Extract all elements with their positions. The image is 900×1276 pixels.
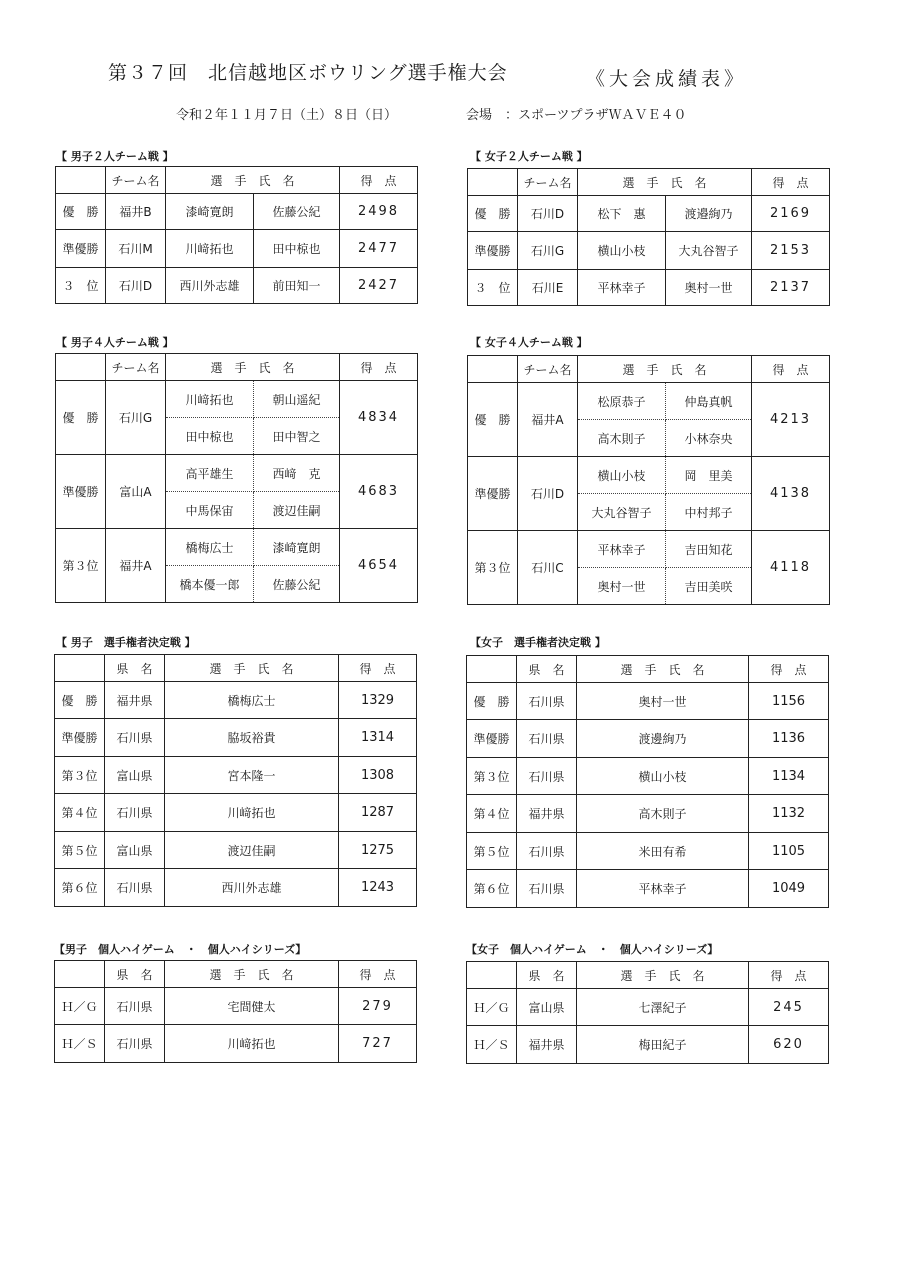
player-cell: 脇坂裕貴 bbox=[165, 719, 339, 757]
rank-cell: 優 勝 bbox=[56, 194, 106, 230]
score-cell: 2498 bbox=[340, 194, 418, 230]
table-row bbox=[467, 683, 829, 720]
score-cell: 4834 bbox=[340, 381, 418, 455]
player-cell: 渡邊絢乃 bbox=[577, 720, 749, 758]
player-cell: 平林幸子 bbox=[577, 870, 749, 908]
rank-header bbox=[467, 962, 517, 989]
team-header: チーム名 bbox=[106, 354, 166, 381]
player-cell: 奥村一世 bbox=[578, 568, 666, 605]
pref-cell: 福井県 bbox=[517, 795, 577, 833]
rank-cell: 第３位 bbox=[56, 529, 106, 603]
mens-doubles-table bbox=[55, 166, 418, 304]
table-row bbox=[467, 833, 829, 870]
rank-cell: 第４位 bbox=[55, 794, 105, 832]
rank-cell: Ｈ／Ｓ bbox=[467, 1026, 517, 1064]
player-cell: 横山小枝 bbox=[578, 457, 666, 494]
score-cell: 4138 bbox=[752, 457, 830, 531]
players-header: 選 手 氏 名 bbox=[577, 962, 749, 989]
player-cell: 平林幸子 bbox=[578, 270, 666, 306]
table-row bbox=[56, 455, 418, 492]
section-title-mens-doubles: 【 男子２人チーム戦 】 bbox=[56, 150, 174, 163]
team-header: チーム名 bbox=[106, 167, 166, 194]
team-cell: 石川D bbox=[518, 457, 578, 531]
score-cell: 1136 bbox=[749, 720, 829, 758]
pref-cell: 石川県 bbox=[517, 870, 577, 908]
table-row bbox=[55, 1025, 417, 1063]
pref-header: 県 名 bbox=[105, 961, 165, 988]
table-row bbox=[468, 457, 830, 494]
rank-header bbox=[56, 354, 106, 381]
rank-cell: Ｈ／Ｇ bbox=[55, 988, 105, 1025]
rank-cell: ３ 位 bbox=[468, 270, 518, 306]
score-cell: 1132 bbox=[749, 795, 829, 833]
score-header: 得 点 bbox=[749, 656, 829, 683]
team-cell: 福井A bbox=[518, 383, 578, 457]
table-header-row bbox=[468, 169, 830, 196]
table-row bbox=[55, 869, 417, 907]
rank-cell: 第３位 bbox=[468, 531, 518, 605]
rank-cell: ３ 位 bbox=[56, 268, 106, 304]
rank-cell: 優 勝 bbox=[468, 196, 518, 232]
section-title-womens-doubles: 【 女子２人チーム戦 】 bbox=[470, 150, 588, 163]
pref-cell: 富山県 bbox=[517, 989, 577, 1026]
team-cell: 富山A bbox=[106, 455, 166, 529]
table-row bbox=[468, 232, 830, 270]
score-cell: 620 bbox=[749, 1026, 829, 1064]
player-cell: 高木則子 bbox=[578, 420, 666, 457]
player-cell: 佐藤公紀 bbox=[254, 194, 340, 230]
score-cell: 4213 bbox=[752, 383, 830, 457]
pref-cell: 石川県 bbox=[517, 833, 577, 870]
table-header-row bbox=[467, 962, 829, 989]
rank-cell: 第６位 bbox=[467, 870, 517, 908]
player-cell: 田中椋也 bbox=[254, 230, 340, 268]
date-line: 令和２年１１月７日（土）８日（日） bbox=[176, 108, 398, 123]
table-row bbox=[468, 196, 830, 232]
score-cell: 245 bbox=[749, 989, 829, 1026]
score-cell: 1329 bbox=[339, 682, 417, 719]
score-cell: 2477 bbox=[340, 230, 418, 268]
table-row bbox=[55, 794, 417, 832]
player-cell: 川﨑拓也 bbox=[166, 230, 254, 268]
rank-cell: Ｈ／Ｇ bbox=[467, 989, 517, 1026]
team-cell: 福井A bbox=[106, 529, 166, 603]
rank-cell: Ｈ／Ｓ bbox=[55, 1025, 105, 1063]
player-cell: 吉田美咲 bbox=[666, 568, 752, 605]
player-cell: 田中智之 bbox=[254, 418, 340, 455]
rank-header bbox=[467, 656, 517, 683]
womens-champ-table bbox=[466, 655, 829, 908]
score-cell: 2153 bbox=[752, 232, 830, 270]
players-header: 選 手 氏 名 bbox=[578, 356, 752, 383]
rank-header bbox=[56, 167, 106, 194]
table-row bbox=[56, 230, 418, 268]
team-cell: 石川D bbox=[106, 268, 166, 304]
pref-header: 県 名 bbox=[517, 962, 577, 989]
player-cell: 漆崎寛朗 bbox=[166, 194, 254, 230]
score-cell: 4654 bbox=[340, 529, 418, 603]
player-cell: 前田知一 bbox=[254, 268, 340, 304]
player-cell: 吉田知花 bbox=[666, 531, 752, 568]
player-cell: 西川外志雄 bbox=[165, 869, 339, 907]
score-header: 得 点 bbox=[340, 354, 418, 381]
rank-header bbox=[55, 655, 105, 682]
player-cell: 梅田紀子 bbox=[577, 1026, 749, 1064]
venue-line: 会場 ：スポーツプラザＷＡＶＥ４０ bbox=[466, 108, 687, 123]
pref-header: 県 名 bbox=[517, 656, 577, 683]
rank-cell: 優 勝 bbox=[467, 683, 517, 720]
womens-doubles-table bbox=[467, 168, 830, 306]
score-cell: 1105 bbox=[749, 833, 829, 870]
players-header: 選 手 氏 名 bbox=[577, 656, 749, 683]
player-cell: 横山小枝 bbox=[578, 232, 666, 270]
table-row bbox=[55, 757, 417, 794]
player-cell: 漆崎寛朗 bbox=[254, 529, 340, 566]
player-cell: 川﨑拓也 bbox=[165, 1025, 339, 1063]
player-cell: 田中椋也 bbox=[166, 418, 254, 455]
page-title: 第３７回 北信越地区ボウリング選手権大会 bbox=[108, 62, 508, 84]
player-cell: 川﨑拓也 bbox=[166, 381, 254, 418]
score-cell: 2169 bbox=[752, 196, 830, 232]
rank-header bbox=[55, 961, 105, 988]
table-row bbox=[467, 989, 829, 1026]
score-cell: 1308 bbox=[339, 757, 417, 794]
score-header: 得 点 bbox=[340, 167, 418, 194]
table-row bbox=[467, 870, 829, 908]
player-cell: 中村邦子 bbox=[666, 494, 752, 531]
mens-high-table bbox=[54, 960, 417, 1063]
pref-cell: 石川県 bbox=[105, 988, 165, 1025]
player-cell: 橋本優一郎 bbox=[166, 566, 254, 603]
score-header: 得 点 bbox=[752, 356, 830, 383]
rank-cell: 優 勝 bbox=[468, 383, 518, 457]
section-title-mens-high: 【男子 個人ハイゲーム ・ 個人ハイシリーズ】 bbox=[54, 943, 307, 956]
table-row bbox=[55, 832, 417, 869]
player-cell: 渡辺佳嗣 bbox=[254, 492, 340, 529]
table-row bbox=[467, 1026, 829, 1064]
player-cell: 平林幸子 bbox=[578, 531, 666, 568]
mens-champ-table bbox=[54, 654, 417, 907]
pref-cell: 石川県 bbox=[105, 869, 165, 907]
table-header-row bbox=[467, 656, 829, 683]
score-header: 得 点 bbox=[339, 655, 417, 682]
pref-cell: 石川県 bbox=[105, 719, 165, 757]
table-row bbox=[55, 719, 417, 757]
pref-cell: 石川県 bbox=[517, 758, 577, 795]
rank-header bbox=[468, 169, 518, 196]
team-cell: 石川G bbox=[106, 381, 166, 455]
rank-cell: 第５位 bbox=[467, 833, 517, 870]
mens-team-table bbox=[55, 353, 418, 603]
player-cell: 中馬保宙 bbox=[166, 492, 254, 529]
score-cell: 727 bbox=[339, 1025, 417, 1063]
rank-cell: 第５位 bbox=[55, 832, 105, 869]
table-row bbox=[56, 194, 418, 230]
player-cell: 七澤紀子 bbox=[577, 989, 749, 1026]
team-cell: 石川E bbox=[518, 270, 578, 306]
score-cell: 1049 bbox=[749, 870, 829, 908]
rank-cell: 第４位 bbox=[467, 795, 517, 833]
player-cell: 橋梅広士 bbox=[166, 529, 254, 566]
score-cell: 1243 bbox=[339, 869, 417, 907]
player-cell: 奥村一世 bbox=[666, 270, 752, 306]
player-cell: 西川外志雄 bbox=[166, 268, 254, 304]
pref-cell: 石川県 bbox=[105, 1025, 165, 1063]
score-header: 得 点 bbox=[749, 962, 829, 989]
rank-header bbox=[468, 356, 518, 383]
pref-header: 県 名 bbox=[105, 655, 165, 682]
section-title-mens-champ: 【 男子 選手権者決定戦 】 bbox=[56, 636, 196, 649]
table-row bbox=[468, 270, 830, 306]
player-cell: 大丸谷智子 bbox=[578, 494, 666, 531]
section-title-womens-champ: 【女子 選手権者決定戦 】 bbox=[470, 636, 606, 649]
score-cell: 1156 bbox=[749, 683, 829, 720]
team-cell: 石川M bbox=[106, 230, 166, 268]
players-header: 選 手 氏 名 bbox=[166, 354, 340, 381]
table-row bbox=[467, 758, 829, 795]
section-title-mens-team: 【 男子４人チーム戦 】 bbox=[56, 336, 174, 349]
player-cell: 西﨑 克 bbox=[254, 455, 340, 492]
table-row bbox=[55, 682, 417, 719]
score-cell: 4683 bbox=[340, 455, 418, 529]
players-header: 選 手 氏 名 bbox=[165, 655, 339, 682]
section-title-womens-team: 【 女子４人チーム戦 】 bbox=[470, 336, 588, 349]
score-cell: 1314 bbox=[339, 719, 417, 757]
rank-cell: 第３位 bbox=[55, 757, 105, 794]
table-header-row bbox=[56, 167, 418, 194]
rank-cell: 優 勝 bbox=[56, 381, 106, 455]
player-cell: 朝山遥紀 bbox=[254, 381, 340, 418]
score-cell: 1134 bbox=[749, 758, 829, 795]
page-subtitle: 《大会成績表》 bbox=[586, 68, 748, 90]
pref-cell: 富山県 bbox=[105, 832, 165, 869]
rank-cell: 第６位 bbox=[55, 869, 105, 907]
rank-cell: 準優勝 bbox=[468, 232, 518, 270]
pref-cell: 富山県 bbox=[105, 757, 165, 794]
table-header-row bbox=[55, 655, 417, 682]
rank-cell: 準優勝 bbox=[56, 230, 106, 268]
pref-cell: 石川県 bbox=[517, 683, 577, 720]
player-cell: 松原恭子 bbox=[578, 383, 666, 420]
players-header: 選 手 氏 名 bbox=[578, 169, 752, 196]
players-header: 選 手 氏 名 bbox=[165, 961, 339, 988]
table-row bbox=[56, 381, 418, 418]
score-cell: 2137 bbox=[752, 270, 830, 306]
rank-cell: 準優勝 bbox=[467, 720, 517, 758]
player-cell: 佐藤公紀 bbox=[254, 566, 340, 603]
table-header-row bbox=[56, 354, 418, 381]
rank-cell: 第３位 bbox=[467, 758, 517, 795]
pref-cell: 石川県 bbox=[105, 794, 165, 832]
player-cell: 橋梅広士 bbox=[165, 682, 339, 719]
score-cell: 4118 bbox=[752, 531, 830, 605]
rank-cell: 準優勝 bbox=[468, 457, 518, 531]
pref-cell: 石川県 bbox=[517, 720, 577, 758]
player-cell: 高平雄生 bbox=[166, 455, 254, 492]
score-header: 得 点 bbox=[752, 169, 830, 196]
table-header-row bbox=[468, 356, 830, 383]
table-row bbox=[55, 988, 417, 1025]
player-cell: 大丸谷智子 bbox=[666, 232, 752, 270]
table-row bbox=[467, 795, 829, 833]
score-cell: 279 bbox=[339, 988, 417, 1025]
team-header: チーム名 bbox=[518, 356, 578, 383]
player-cell: 宅間健太 bbox=[165, 988, 339, 1025]
player-cell: 渡邉絢乃 bbox=[666, 196, 752, 232]
team-header: チーム名 bbox=[518, 169, 578, 196]
table-row bbox=[467, 720, 829, 758]
player-cell: 松下 惠 bbox=[578, 196, 666, 232]
score-cell: 2427 bbox=[340, 268, 418, 304]
team-cell: 石川D bbox=[518, 196, 578, 232]
player-cell: 川﨑拓也 bbox=[165, 794, 339, 832]
pref-cell: 福井県 bbox=[105, 682, 165, 719]
table-row bbox=[56, 268, 418, 304]
team-cell: 石川C bbox=[518, 531, 578, 605]
rank-cell: 準優勝 bbox=[55, 719, 105, 757]
pref-cell: 福井県 bbox=[517, 1026, 577, 1064]
team-cell: 福井B bbox=[106, 194, 166, 230]
score-header: 得 点 bbox=[339, 961, 417, 988]
player-cell: 渡辺佳嗣 bbox=[165, 832, 339, 869]
player-cell: 宮本隆一 bbox=[165, 757, 339, 794]
score-cell: 1287 bbox=[339, 794, 417, 832]
womens-high-table bbox=[466, 961, 829, 1064]
player-cell: 仲島真帆 bbox=[666, 383, 752, 420]
player-cell: 高木則子 bbox=[577, 795, 749, 833]
table-header-row bbox=[55, 961, 417, 988]
score-cell: 1275 bbox=[339, 832, 417, 869]
section-title-womens-high: 【女子 個人ハイゲーム ・ 個人ハイシリーズ】 bbox=[466, 943, 719, 956]
rank-cell: 優 勝 bbox=[55, 682, 105, 719]
table-row bbox=[468, 531, 830, 568]
table-row bbox=[468, 383, 830, 420]
player-cell: 小林奈央 bbox=[666, 420, 752, 457]
players-header: 選 手 氏 名 bbox=[166, 167, 340, 194]
team-cell: 石川G bbox=[518, 232, 578, 270]
player-cell: 米田有希 bbox=[577, 833, 749, 870]
womens-team-table bbox=[467, 355, 830, 605]
player-cell: 岡 里美 bbox=[666, 457, 752, 494]
rank-cell: 準優勝 bbox=[56, 455, 106, 529]
table-row bbox=[56, 529, 418, 566]
player-cell: 奥村一世 bbox=[577, 683, 749, 720]
player-cell: 横山小枝 bbox=[577, 758, 749, 795]
